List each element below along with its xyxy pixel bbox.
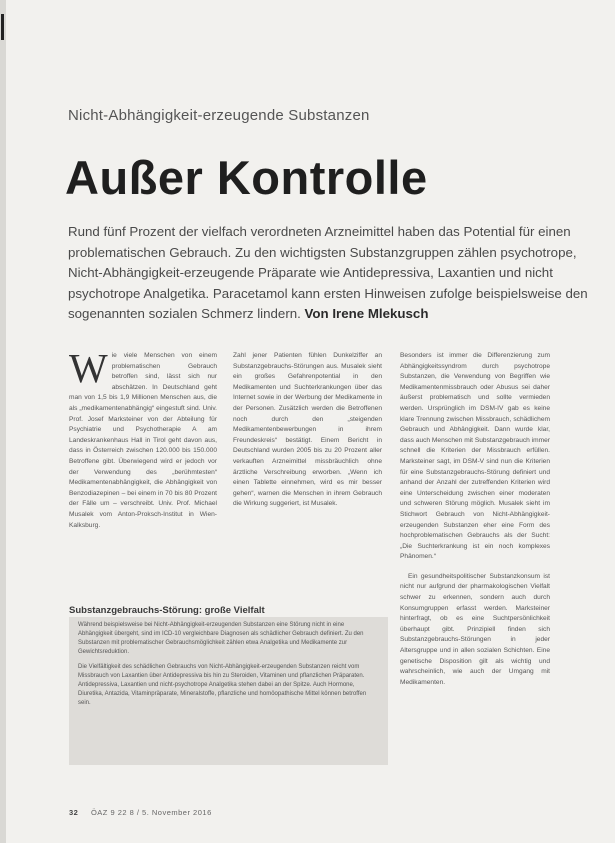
article-column-3 <box>400 351 550 697</box>
drop-cap: W <box>69 345 108 391</box>
lead-paragraph <box>68 222 588 325</box>
scan-edge-mark <box>1 14 4 40</box>
author-byline: Von Irene Mlekusch <box>304 306 429 321</box>
lead-text: Rund fünf Prozent der vielfach verordneten Arzneimittel haben das Potential für einen problematischen Gebrauch. Zu den wichtigsten Substanzgruppen zählen psychotrope, Nicht-Abhängigkeit-erzeugende Präparate wie Antidepressiva, Laxantien und nicht psychotrope Analgetika. Paracetamol kann ersten Hinweisen zufolge beispielsweise den sogenannten sozialen Schmerz lindern. <box>68 224 588 321</box>
infobox-title: Substanzgebrauchs-Störung: große Vielfalt <box>69 605 265 616</box>
column-3-paragraph: Ein gesundheitspolitischer Substanzkonsum ist nicht nur aufgrund der pharmakologischen Vielfalt schwer zu erkennen, sondern auch durch Konsumgruppen erfasst werden. Marksteiner hinterfragt, ob es eine Suchtpersönlichkeit überhaupt gibt. Prinzipiell finden sich Substanzgebrauchs-Störungen in jeder Altersgruppe und in allen sozialen Schichten. Eine genetische Disposition gilt als wichtig und wahrscheinlich, wie auch der Umgang mit Medikamenten. <box>400 572 550 686</box>
issue-info: ÖAZ 9 22 8 / 5. November 2016 <box>90 808 212 817</box>
column-1-text: ie viele Menschen von einem problematischen Gebrauch betroffen sind, lässt sich nur abschätzen. In Deutschland geht man von 1,5 bis 1,9 Millionen Menschen aus, die als „medikamentenabhängig“ eingestuft sind. Univ. Prof. Josef Marksteiner von der Abteilung für Psychiatrie und Psychotherapie A am Landeskrankenhaus Hall in Tirol geht davon aus, dass in Österreich zwischen 120.000 bis 150.000 Betroffene gibt. Überwiegend wird er jedoch vor der Verwendung des „berühmtesten“ Medikamentenabhängigkeit, die Abhängigkeit von Benzodiazepinen – bei einem in 70 bis 80 Prozent der Fälle um – verschreibt. Univ. Prof. Michael Musalek vom Anton-Proksch-Institut in Wien-Kalksburg. <box>69 352 217 529</box>
infobox-paragraph: Während beispielsweise bei Nicht-Abhängigkeit-erzeugenden Substanzen eine Störung nicht in eine Abhängigkeit übergeht, sind im ICD-10 vergleichbare Diagnosen als schädlicher Gebrauch definiert. Zu den Substanzen mit problematischer Gebrauchsmöglichkeit zählen etwa Analgetika und Medikamente zur Gewichtsreduktion. <box>78 622 364 655</box>
column-2-text: Zahl jener Patienten fühlen Dunkelziffer an Substanzgebrauchs-Störungen aus. Musalek sieht ein großes Gefahrenpotential in den Medikamenten und Suchterkrankungen über das Internet sowie in der Werbung der Medikamente in der Personen. Zusätzlich werden die Betroffenen noch durch den „steigenden Medikamentenbewerbungen in ihrem Freundeskreis“ bestätigt. Einem Bericht in Deutschland wurden 2005 bis zu 20 Prozent aller verkauften Arzneimittel missbräuchlich ohne ärztliche Verschreibung erworben. „Wenn ich einen Tablette einnehmen, wird es mir besser gehen“, warnen die Menschen in ihrem Gebrauch die Wirkung suggeriert, ist Musalek. <box>233 352 382 508</box>
kicker: Nicht-Abhängigkeit-erzeugende Substanzen <box>68 107 370 124</box>
infobox <box>69 617 388 765</box>
article-column-1 <box>69 345 217 531</box>
article-column-2 <box>233 351 382 510</box>
headline: Außer Kontrolle <box>65 151 428 204</box>
column-3-paragraph: Besonders ist immer die Differenzierung zum Abhängigkeitssyndrom durch psychotrope Substanzen, die Verwendung von Begriffen wie Medikamentenmissbrauch oder Abusus sei daher äußerst problematisch und sollte vermieden werden. Ursprünglich im DSM-IV gab es keine klare Trennung zwischen Missbrauch, schädlichem Gebrauch und Abhängigkeit. Dann wurde klar, dass auch Menschen mit Substanzgebrauch immer schnell die Kriterien der Missbrauch erfüllen. Marksteiner sagt, im DSM-V sind nun die Kriterien für eine Substanzgebrauchs-Störung definiert und anhand der Anzahl der zutreffenden Kriterien wird eine Unterscheidung zwischen einer moderaten und schweren Störung möglich. Musalek sieht im Stichwort Gebrauch von Nicht-Abhängigkeit-erzeugenden Substanzen eher eine Form des hochproblematischen Gebrauchs als der Sucht: „Die Suchterkrankung ist ein noch komplexes Phänomen.“ <box>400 352 550 561</box>
page-footer <box>69 808 212 817</box>
page-edge <box>0 0 6 843</box>
page-number: 32 <box>69 808 79 817</box>
infobox-paragraph: Die Vielfältigkeit des schädlichen Gebrauchs von Nicht-Abhängigkeit-erzeugenden Substanzen reicht vom Missbrauch von Laxantien über Antidepressiva bis hin zu Steroiden, Vitaminen und pflanzlichen Präparaten. Antidepressiva, Laxantien und nicht-psychotrope Analgetika stehen dabei an der Spitze. Auch Hormone, Diuretika, Antazida, Vitaminpräparate, Mineralstoffe, pflanzliche und homöopathische Mittel können betroffen sein. <box>78 664 367 706</box>
